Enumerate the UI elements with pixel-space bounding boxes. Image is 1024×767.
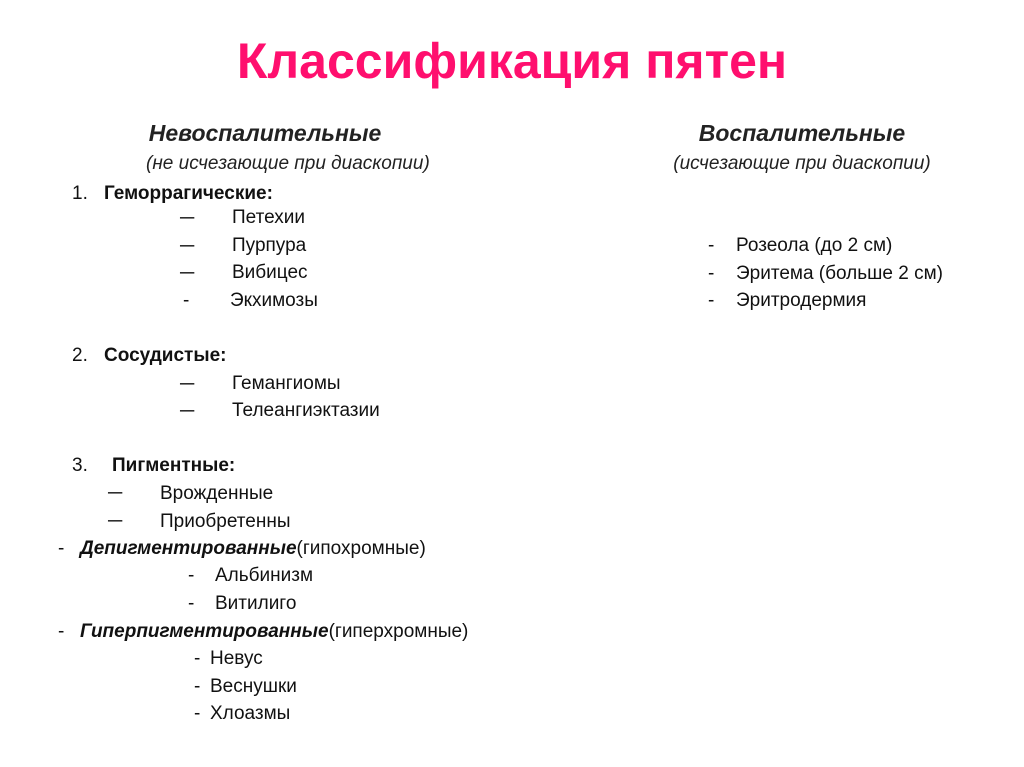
hyperpigmented-label: Гиперпигментированные [80,621,329,642]
right-column-subheading: (исчезающие при диаскопии) [673,153,931,174]
list-item-purpura: Пурпура [232,235,307,256]
list-marker: - [194,648,201,669]
list-item-erythema: Эритема (больше 2 см) [736,263,943,284]
list-item-roseola: Розеола (до 2 см) [736,235,893,256]
list-marker: ─ [108,482,123,504]
depigmented-suffix: (гипохромные) [296,538,426,559]
list-item-chloasma: Хлоазмы [210,703,291,724]
list-item-telangiectasia: Телеангиэктазии [232,400,380,421]
list-item-congenital: Врожденные [160,483,274,504]
list-marker: ─ [180,235,195,257]
list-item-vibices: Вибицес [232,262,308,283]
list-item-nevus: Невус [210,648,263,669]
group-2-number: 2. [72,345,88,366]
list-item-vitiligo: Витилиго [215,593,297,614]
list-item-ecchymoses: Экхимозы [230,290,318,311]
list-marker: - [708,235,715,256]
left-column-heading: Невоспалительные [148,120,382,146]
list-item-petechiae: Петехии [232,207,305,228]
hyperpigmented-suffix: (гиперхромные) [328,621,469,642]
slide-title: Классификация пятен [236,33,788,89]
group-1-number: 1. [72,183,88,204]
left-column-subheading: (не исчезающие при диаскопии) [146,153,430,174]
list-marker: - [58,538,65,559]
hyperpigmented-heading [80,622,468,641]
list-marker: ─ [180,207,195,229]
list-item-erythroderma: Эритродермия [736,290,867,311]
list-marker: - [183,290,190,311]
list-marker: - [58,621,65,642]
list-marker: - [194,703,201,724]
list-marker: ─ [108,510,123,532]
list-marker: ─ [180,400,195,422]
list-item-acquired: Приобретенны [160,511,291,532]
list-marker: ─ [180,262,195,284]
group-2-label: Сосудистые: [104,345,227,366]
list-marker: - [188,593,195,614]
group-3-number: 3. [72,455,88,476]
right-column-heading: Воспалительные [698,120,906,146]
list-item-hemangiomas: Гемангиомы [232,373,341,394]
group-3-label: Пигментные: [112,455,236,476]
depigmented-heading [80,539,426,558]
list-marker: ─ [180,373,195,395]
depigmented-label: Депигментированные [80,538,297,559]
group-1-label: Геморрагические: [104,183,273,204]
list-marker: - [708,263,715,284]
list-marker: - [188,565,195,586]
list-item-freckles: Веснушки [210,676,297,697]
list-item-albinism: Альбинизм [215,565,314,586]
list-marker: - [194,676,201,697]
list-marker: - [708,290,715,311]
